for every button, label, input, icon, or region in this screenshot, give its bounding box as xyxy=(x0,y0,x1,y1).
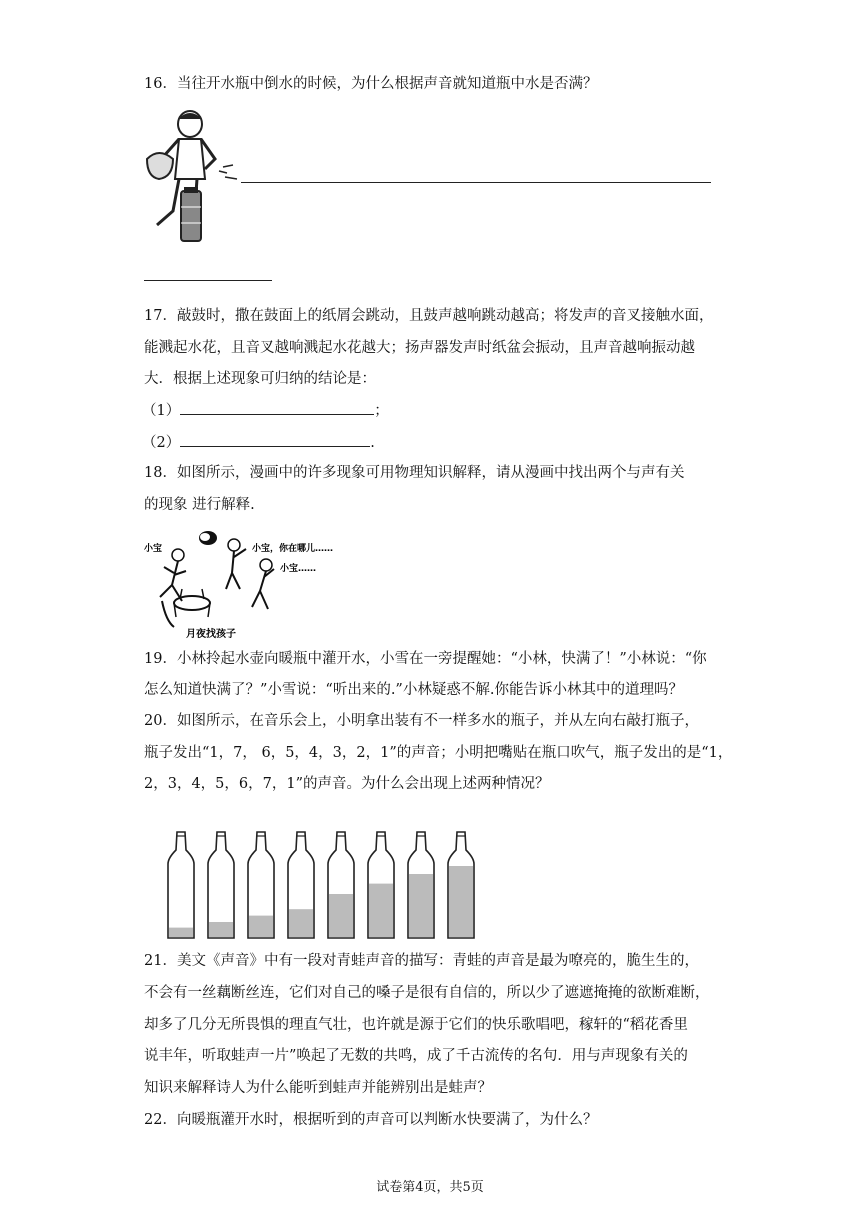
cartoon-label-left: 小宝 xyxy=(144,544,163,554)
bottle-water-7 xyxy=(409,874,433,937)
page-footer: 试卷第4页，共5页 xyxy=(376,1180,484,1195)
q17-item-1-end: ； xyxy=(374,403,389,419)
bottle-water-5 xyxy=(329,894,353,937)
q21-line-5: 知识来解释诗人为什么能听到蛙声并能辨别出是蛙声？ xyxy=(144,1080,492,1096)
q17-item-2-end: . xyxy=(370,435,375,451)
q20-line-2: 瓶子发出“1，7， 6，5，4，3，2，1”的声音；小明把嘴贴在瓶口吹气，瓶子发出的是“1， xyxy=(144,745,733,761)
bottle-water-6 xyxy=(369,884,393,937)
q17-line-3: 大．根据上述现象可归纳的结论是： xyxy=(144,371,376,387)
q17-line-2: 能溅起水花，且音叉越响溅起水花越大；扬声器发声时纸盆会振动，且声音越响振动越 xyxy=(144,340,695,356)
q20-figure-eight-bottles xyxy=(160,828,480,942)
q19-line-2: 怎么知道快满了？”小雪说：“听出来的.”小林疑惑不解.你能告诉小林其中的道理吗？ xyxy=(144,682,683,698)
bottle-6 xyxy=(368,832,394,938)
bottle-water-8 xyxy=(449,866,473,937)
q21-line-4: 说丰年，听取蛙声一片”唤起了无数的共鸣，成了千古流传的名句．用与声现象有关的 xyxy=(144,1048,688,1064)
bottle-water-1 xyxy=(169,928,193,937)
q21-line-3: 却多了几分无所畏惧的理直气壮，也许就是源于它们的快乐歌唱吧，稼轩的“稻花香里 xyxy=(144,1017,688,1033)
cartoon-caption: 月夜找孩子 xyxy=(186,629,236,640)
q17-item-2-label: （2） xyxy=(142,435,181,451)
q17-blank-2[interactable] xyxy=(180,432,370,447)
q17-blank-1[interactable] xyxy=(180,400,374,415)
bottle-7 xyxy=(408,832,434,938)
q20-line-1: 20．如图所示，在音乐会上，小明拿出装有不一样多水的瓶子，并从左向右敲打瓶子， xyxy=(144,713,699,729)
q19-line-1: 19．小林拎起水壶向暖瓶中灌开水，小雪在一旁提醒她：“小林，快满了！”小林说：“你 xyxy=(144,651,707,667)
cartoon-label-right: 小宝…… xyxy=(280,564,317,574)
q21-line-1: 21．美文《声音》中有一段对青蛙声音的描写：青蛙的声音是最为嘹亮的，脆生生的， xyxy=(144,953,699,969)
q18-line-2: 的现象 进行解释. xyxy=(144,497,255,513)
q16-text: 16．当往开水瓶中倒水的时候，为什么根据声音就知道瓶中水是否满？ xyxy=(144,76,598,92)
bottle-2 xyxy=(208,832,234,938)
bottle-1 xyxy=(168,832,194,938)
bottle-4 xyxy=(288,832,314,938)
q16-figure-boy-pouring-water xyxy=(143,107,243,247)
q20-line-3: 2，3，4，5，6，7，1”的声音。为什么会出现上述两种情况？ xyxy=(144,776,550,792)
bottle-outline-1 xyxy=(168,832,194,938)
q17-item-1 xyxy=(142,400,389,421)
q17-item-2 xyxy=(142,432,375,453)
bottle-3 xyxy=(248,832,274,938)
bottle-5 xyxy=(328,832,354,938)
cartoon-label-mid: 小宝，你在哪儿…… xyxy=(252,544,334,554)
bottle-8 xyxy=(448,832,474,938)
q18-cartoon-moonlit-search xyxy=(142,527,372,640)
q16-answer-line-2 xyxy=(144,280,272,281)
q18-line-1: 18．如图所示，漫画中的许多现象可用物理知识解释，请从漫画中找出两个与声有关 xyxy=(144,465,685,481)
q17-line-1: 17．敲鼓时，撒在鼓面上的纸屑会跳动，且鼓声越响跳动越高；将发声的音叉接触水面， xyxy=(144,308,714,324)
q16-answer-line-1 xyxy=(241,182,711,183)
q21-line-2: 不会有一丝藕断丝连，它们对自己的嗓子是很有自信的，所以少了遮遮掩掩的欲断难断， xyxy=(144,985,710,1001)
bottle-water-2 xyxy=(209,922,233,937)
bottle-water-3 xyxy=(249,916,273,937)
q17-item-1-label: （1） xyxy=(142,403,181,419)
q22-text: 22．向暖瓶灌开水时，根据听到的声音可以判断水快要满了，为什么？ xyxy=(144,1112,598,1128)
bottle-water-4 xyxy=(289,909,313,937)
